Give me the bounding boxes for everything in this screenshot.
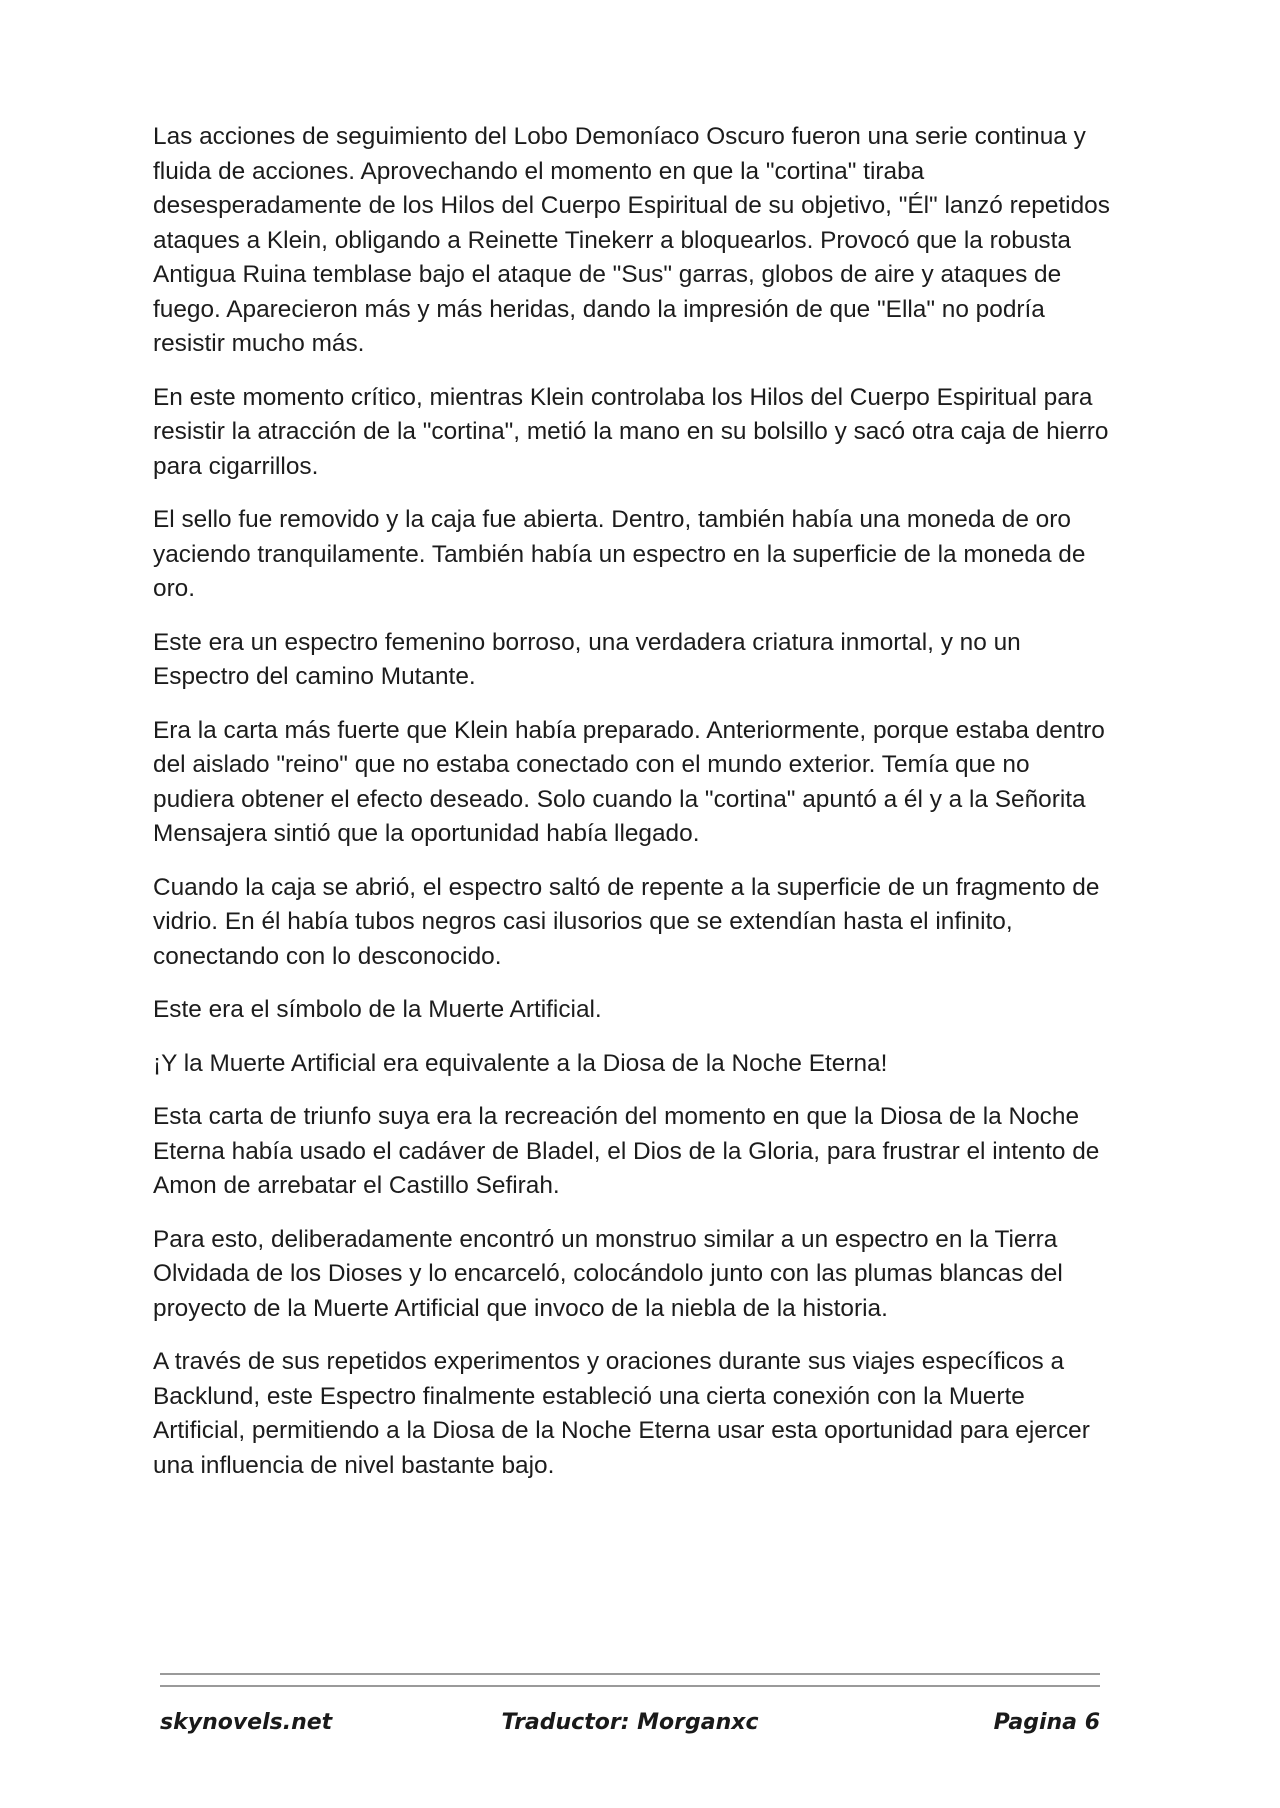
footer-site: skynovels.net xyxy=(160,1710,333,1735)
paragraph: Cuando la caja se abrió, el espectro saltó de repente a la superficie de un fragmento de vidrio. En él había tubos negros casi ilusorios que se extendían hasta el infinito, conectando con lo desconocido. xyxy=(153,873,1100,970)
footer-divider-top xyxy=(160,1673,1100,1675)
footer-translator: Traductor: Morganxc xyxy=(501,1710,759,1735)
paragraph: Para esto, deliberadamente encontró un monstruo similar a un espectro en la Tierra Olvidada de los Dioses y lo encarceló, colocándolo junto con las plumas blancas del proyecto de la Muerte Artificial que invoco de la niebla de la historia. xyxy=(153,1225,1063,1322)
page-footer xyxy=(160,1710,1100,1750)
paragraph: Las acciones de seguimiento del Lobo Demoníaco Oscuro fueron una serie continua y fluida de acciones. Aprovechando el momento en que la "cortina" tiraba desesperadamente de los Hilos del Cuerpo Espiritual de su objetivo, "Él" lanzó repetidos ataques a Klein, obligando a Reinette Tinekerr a bloquearlos. Provocó que la robusta Antigua Ruina temblase bajo el ataque de "Sus" garras, globos de aire y ataques de fuego. Aparecieron más y más heridas, dando la impresión de que "Ella" no podría resistir mucho más. xyxy=(153,123,1110,357)
footer-divider-bottom xyxy=(160,1685,1100,1687)
body-text xyxy=(153,120,1113,1502)
paragraph: En este momento crítico, mientras Klein controlaba los Hilos del Cuerpo Espiritual para resistir la atracción de la "cortina", metió la mano en su bolsillo y sacó otra caja de hierro para cigarrillos. xyxy=(153,383,1109,480)
paragraph: Este era el símbolo de la Muerte Artificial. xyxy=(153,996,602,1023)
paragraph: Era la carta más fuerte que Klein había preparado. Anteriormente, porque estaba dentro del aislado "reino" que no estaba conectado con el mundo exterior. Temía que no pudiera obtener el efecto deseado. Solo cuando la "cortina" apuntó a él y a la Señorita Mensajera sintió que la oportunidad había llegado. xyxy=(153,716,1105,847)
paragraph: Este era un espectro femenino borroso, una verdadera criatura inmortal, y no un Espectro del camino Mutante. xyxy=(153,628,1021,690)
paragraph: ¡Y la Muerte Artificial era equivalente a la Diosa de la Noche Eterna! xyxy=(153,1049,888,1077)
footer-page-number: Pagina 6 xyxy=(993,1710,1100,1735)
paragraph: El sello fue removido y la caja fue abierta. Dentro, también había una moneda de oro yaciendo tranquilamente. También había un espectro en la superficie de la moneda de oro. xyxy=(153,506,1086,602)
paragraph: A través de sus repetidos experimentos y oraciones durante sus viajes específicos a Backlund, este Espectro finalmente estableció una cierta conexión con la Muerte Artificial, permitiendo a la Diosa de la Noche Eterna usar esta oportunidad para ejercer una influencia de nivel bastante bajo. xyxy=(153,1348,1090,1479)
paragraph: Esta carta de triunfo suya era la recreación del momento en que la Diosa de la Noche Eterna había usado el cadáver de Bladel, el Dios de la Gloria, para frustrar el intento de Amon de arrebatar el Castillo Sefirah. xyxy=(153,1103,1100,1199)
